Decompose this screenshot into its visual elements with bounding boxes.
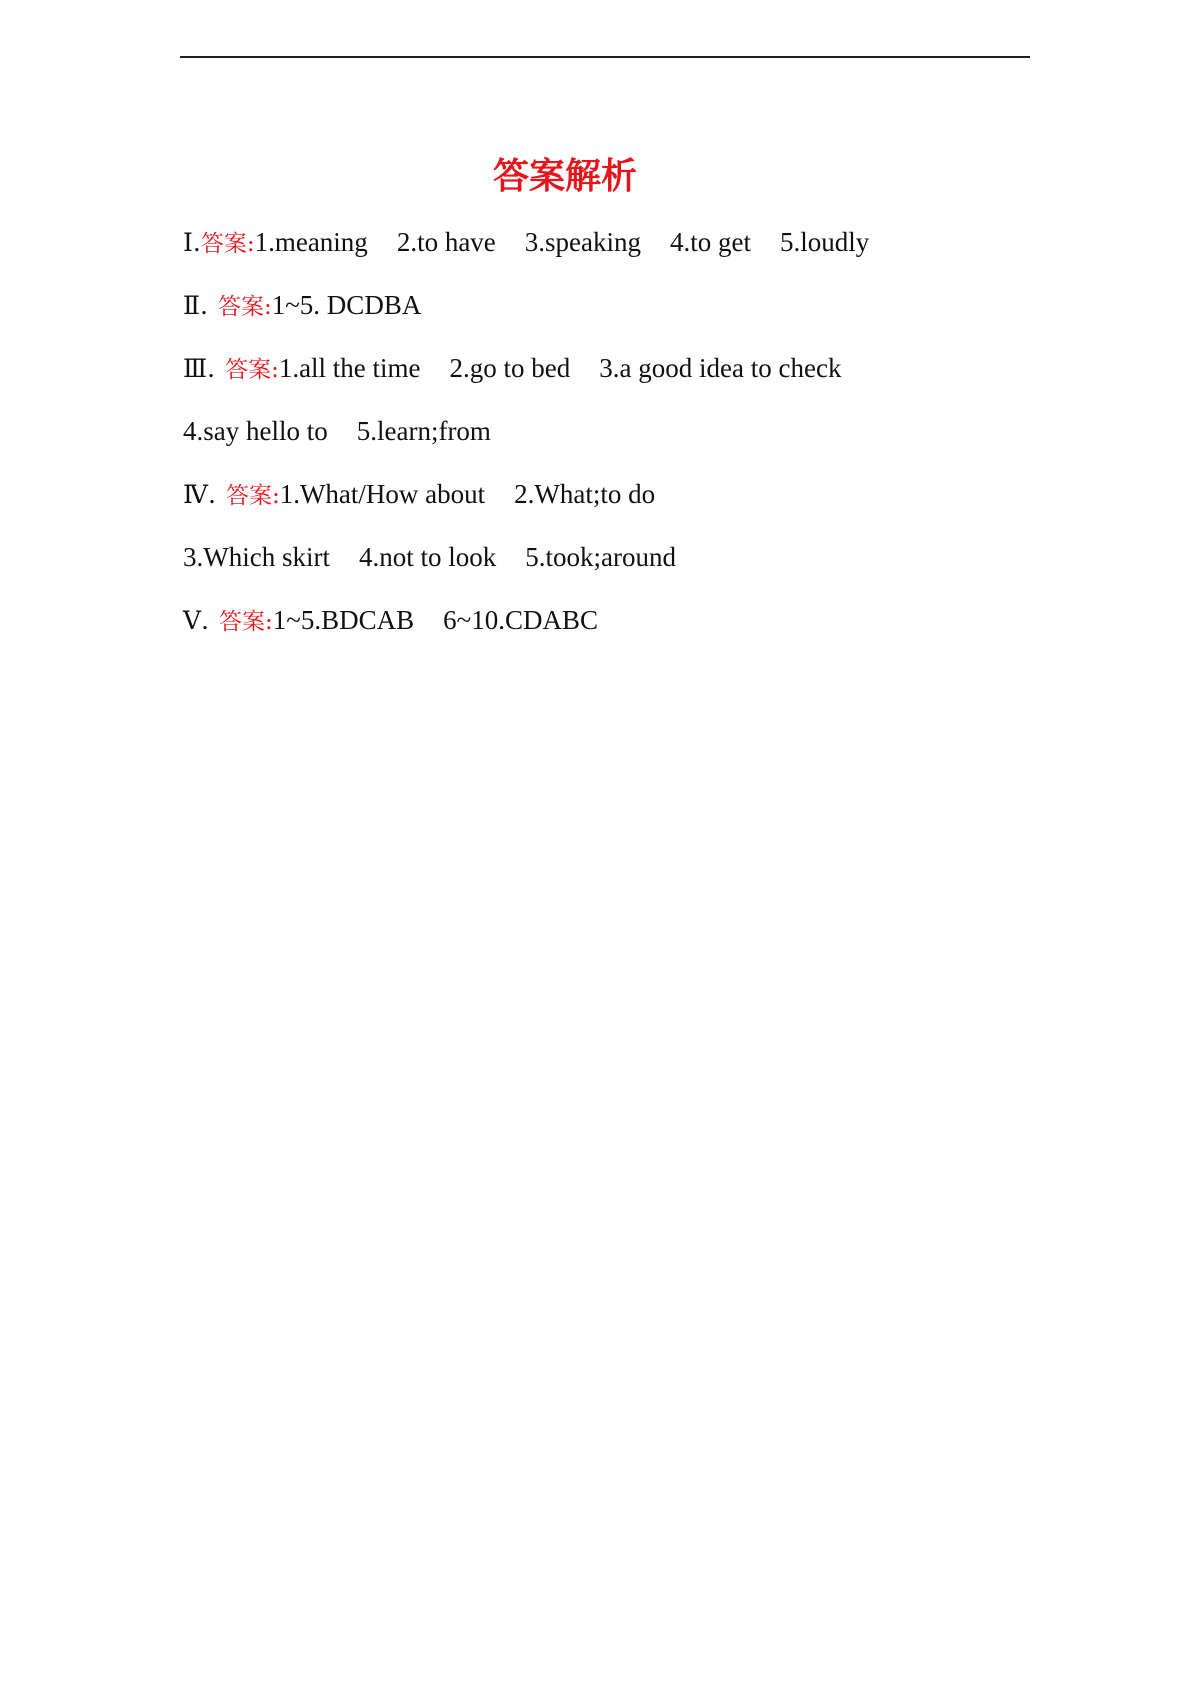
section-3-line-2 — [183, 411, 491, 451]
section-1-line-1 — [183, 222, 869, 264]
section-4-line-1 — [183, 474, 655, 516]
section-4-answer-5: 5.took;around — [525, 542, 676, 572]
section-5-line-1 — [183, 600, 598, 642]
section-5-answer-1: 1~5.BDCAB — [272, 605, 415, 635]
section-1-answer-4: 4.to get — [670, 227, 752, 257]
section-3-answer-2: 2.go to bed — [449, 353, 571, 383]
section-3-answer-5: 5.learn;from — [356, 416, 491, 446]
section-1-numeral: Ⅰ. — [183, 228, 201, 257]
section-1-answer-2: 2.to have — [396, 227, 496, 257]
section-4-answer-2: 2.What;to do — [514, 479, 656, 509]
section-3-answer-3: 3.a good idea to check — [599, 353, 842, 383]
section-2-numeral: Ⅱ. — [183, 291, 208, 320]
section-3-numeral: Ⅲ. — [183, 354, 216, 383]
section-5-answer-2: 6~10.CDABC — [443, 605, 599, 635]
section-5-numeral: Ⅴ. — [183, 606, 210, 635]
section-2-line-1 — [183, 285, 421, 327]
section-4-line-2 — [183, 537, 676, 577]
page-title: 答案解析 — [492, 156, 637, 197]
section-3-label: 答案: — [225, 357, 279, 383]
section-3-line-1 — [183, 348, 841, 390]
section-5-label: 答案: — [219, 609, 273, 635]
section-3-answer-1: 1.all the time — [278, 353, 421, 383]
section-1-answer-5: 5.loudly — [780, 227, 870, 257]
section-1-label: 答案: — [200, 231, 255, 257]
section-2-label: 答案: — [217, 294, 272, 320]
section-4-numeral: Ⅳ. — [183, 480, 216, 509]
section-1-answer-3: 3.speaking — [524, 227, 642, 257]
section-4-label: 答案: — [225, 483, 280, 509]
section-2-answer-1: 1~5. DCDBA — [271, 290, 422, 320]
section-4-answer-3: 3.Which skirt — [183, 542, 330, 572]
section-3-answer-4: 4.say hello to — [183, 416, 328, 446]
section-4-answer-1: 1.What/How about — [279, 479, 486, 509]
section-4-answer-4: 4.not to look — [358, 542, 497, 572]
section-1-answer-1: 1.meaning — [254, 227, 368, 257]
header-rule — [180, 56, 1030, 58]
